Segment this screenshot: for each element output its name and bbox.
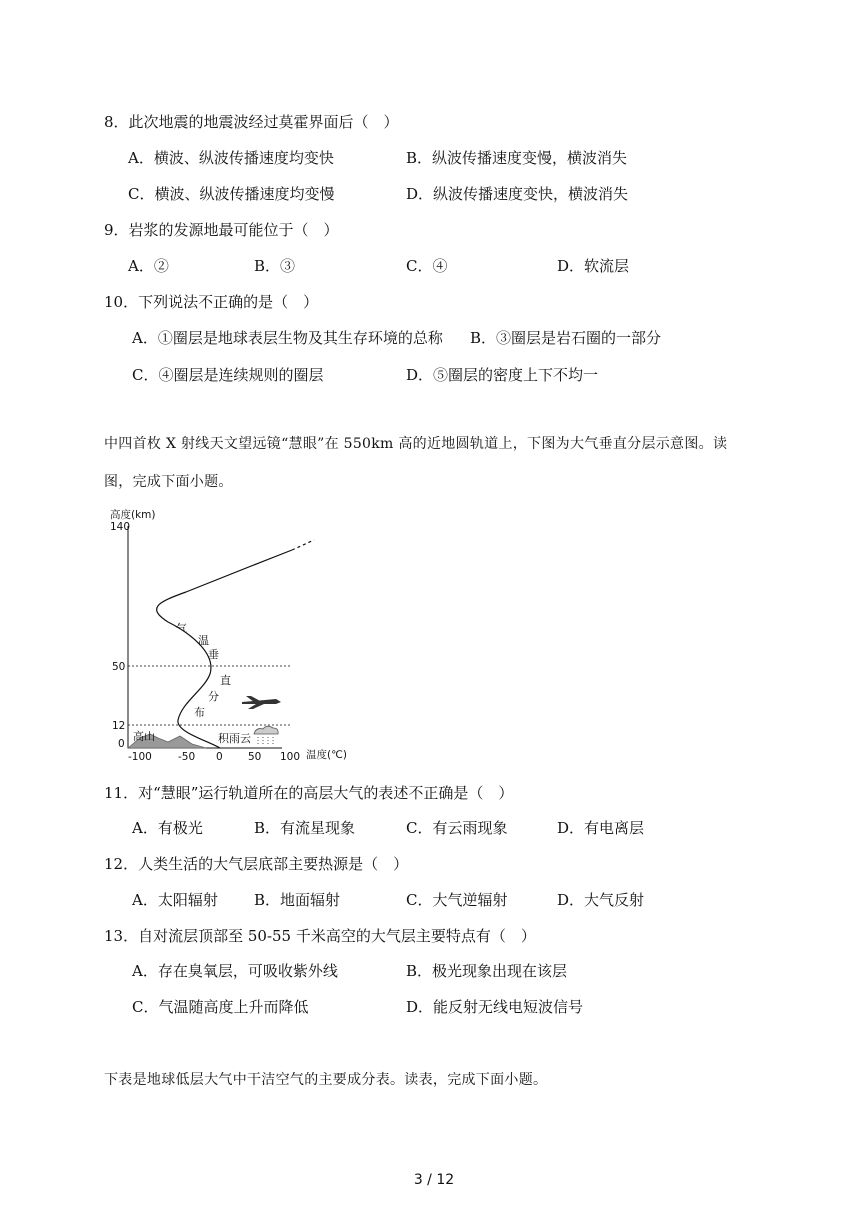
temperature-curve-extension (292, 540, 314, 550)
page-number: 3 / 12 (413, 1172, 455, 1188)
question-9-option-d: D．软流层 (557, 257, 630, 275)
question-12-option-a: A．太阳辐射 (132, 891, 218, 909)
cloud-label: 积雨云 (218, 732, 251, 745)
question-10-option-a: A．①圈层是地球表层生物及其生存环境的总称 (132, 329, 443, 347)
intro-table: 下表是地球低层大气中干洁空气的主要成分表。读表，完成下面小题。 (104, 1072, 548, 1088)
question-13-option-b: B．极光现象出现在该层 (406, 962, 568, 980)
intro-line-1: 中四首枚 X 射线天文望远镜“慧眼”在 550km 高的近地圆轨道上，下图为大气垂直分层示意图。读 (104, 436, 728, 452)
x-axis-label: 温度(℃) (306, 749, 347, 761)
curve-label-char: 分 (208, 690, 219, 703)
temperature-curve (157, 550, 292, 748)
question-11-option-b: B．有流星现象 (254, 819, 356, 837)
question-12-option-b: B．地面辐射 (254, 891, 341, 909)
question-12-stem: 12．人类生活的大气层底部主要热源是（ ） (104, 855, 409, 873)
intro-line-2: 图，完成下面小题。 (104, 474, 233, 490)
y-tick-label-50: 50 (112, 661, 126, 673)
question-12-option-d: D．大气反射 (557, 891, 645, 909)
question-9-option-c: C．④ (406, 257, 448, 275)
y-tick-label-0: 0 (118, 738, 125, 750)
question-13-stem: 13．自对流层顶部至 50-55 千米高空的大气层主要特点有（ ） (104, 927, 536, 945)
y-tick-label-140: 140 (110, 521, 131, 533)
question-8-option-d: D．纵波传播速度变快，横波消失 (406, 185, 629, 203)
question-8-option-b: B．纵波传播速度变慢，横波消失 (406, 149, 628, 167)
question-11-stem: 11．对“慧眼”运行轨道所在的高层大气的表述不正确是（ ） (104, 784, 514, 802)
y-axis-label: 高度(km) (110, 509, 156, 521)
x-tick-label-50: 50 (248, 751, 262, 763)
x-tick-label-minus-100: -100 (128, 751, 152, 763)
question-10-option-b: B．③圈层是岩石圈的一部分 (470, 329, 662, 347)
question-13-option-c: C．气温随高度上升而降低 (132, 998, 309, 1016)
airplane-icon (242, 696, 281, 709)
question-11-option-d: D．有电离层 (557, 819, 645, 837)
curve-label-char: 直 (220, 674, 231, 687)
question-8-stem: 8．此次地震的地震波经过莫霍界面后（ ） (104, 113, 399, 131)
x-tick-label-100: 100 (280, 751, 301, 763)
x-tick-label-minus-50: -50 (178, 751, 196, 763)
question-13-option-d: D．能反射无线电短波信号 (406, 998, 584, 1016)
curve-label-char: 气 (176, 622, 187, 635)
question-9-stem: 9．岩浆的发源地最可能位于（ ） (104, 221, 339, 239)
question-8-option-c: C．横波、纵波传播速度均变慢 (128, 185, 335, 203)
question-13-option-a: A．存在臭氧层，可吸收紫外线 (132, 962, 338, 980)
question-11-option-a: A．有极光 (132, 819, 203, 837)
question-10-stem: 10．下列说法不正确的是（ ） (104, 293, 319, 311)
question-8-option-a: A．横波、纵波传播速度均变快 (128, 149, 334, 167)
question-12-option-c: C．大气逆辐射 (406, 891, 508, 909)
cloud-shape (254, 726, 278, 734)
question-9-option-b: B．③ (254, 257, 296, 275)
curve-label-char: 垂 (208, 648, 219, 661)
y-tick-label-12: 12 (112, 720, 126, 732)
question-9-option-a: A．② (128, 257, 169, 275)
question-11-option-c: C．有云雨现象 (406, 819, 508, 837)
curve-label-char: 布 (194, 706, 205, 719)
question-10-option-c: C．④圈层是连续规则的圈层 (132, 366, 324, 384)
x-tick-label-0: 0 (216, 751, 223, 763)
mountain-label: 高山 (133, 730, 155, 743)
question-10-option-d: D．⑤圈层的密度上下不均一 (406, 366, 599, 384)
curve-label-char: 温 (198, 634, 209, 647)
atmosphere-temperature-chart (96, 504, 347, 766)
